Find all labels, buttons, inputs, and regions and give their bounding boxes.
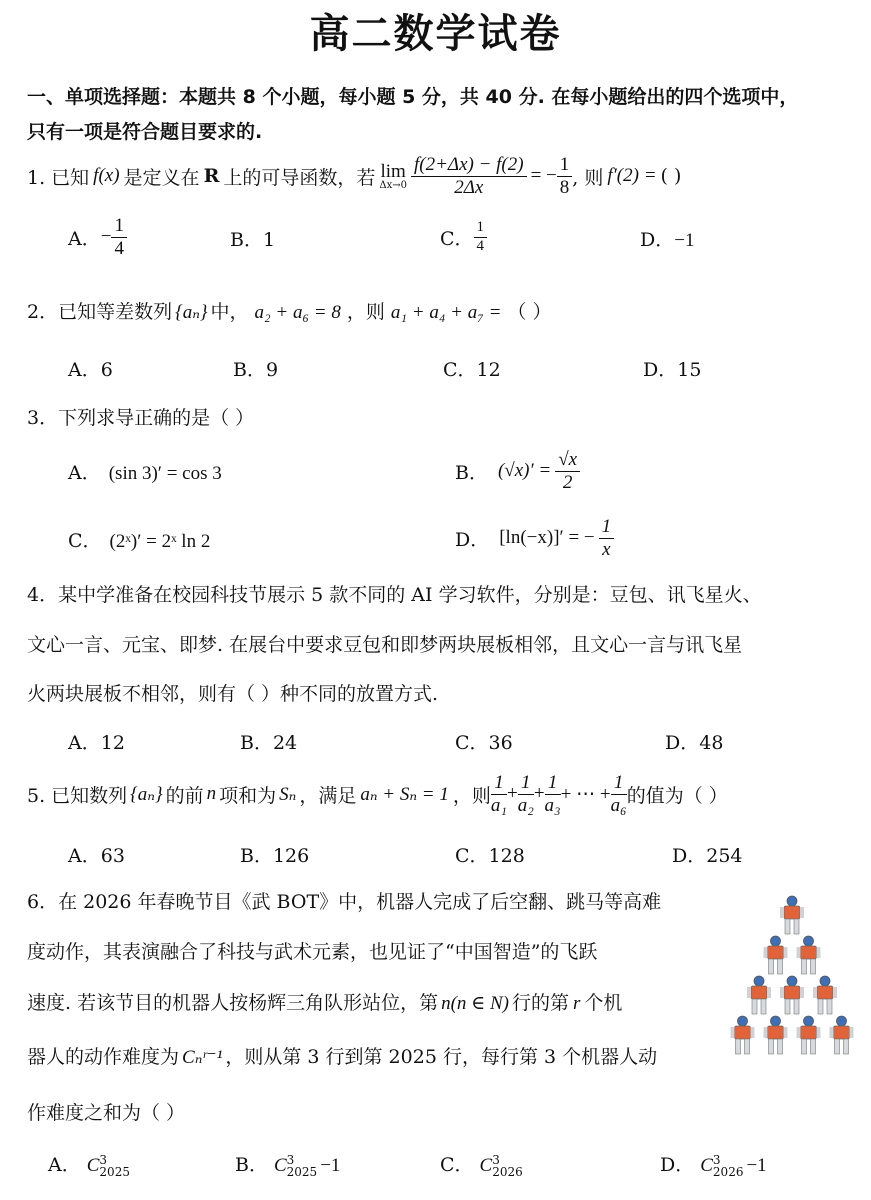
q2-option-d[interactable]: D．15: [643, 359, 702, 381]
robot-figure: [780, 896, 804, 934]
robot-figure: [764, 936, 788, 974]
q3-option-a[interactable]: A． (sin 3)′ = cos 3: [68, 462, 222, 484]
question-3-stem: 3．下列求导正确的是（ ）: [27, 407, 255, 429]
robot-figure: [813, 976, 837, 1014]
page-title: 高二数学试卷: [309, 11, 562, 57]
q2-option-c[interactable]: C．12: [443, 359, 501, 381]
question-5-stem: 5. 已知数列 {aₙ} 的前 n 项和为 Sₙ ，满足 aₙ + Sₙ = 1 ，则 $\frac{1}{\text{a₁}}$ + $\frac{1}{\text{a₂}}$ + $\frac{1}{\text{a₃}}$ + ⋯ + $\frac{1}{\text{a₆}}$ 的值为（ ）: [27, 771, 728, 816]
q6-option-a[interactable]: A． C 3 2025: [48, 1153, 130, 1179]
q6-option-b[interactable]: B． C 3 2025 −1: [235, 1153, 341, 1179]
question-4-line2: 文心一言、元宝、即梦. 在展台中要求豆包和即梦两块展板相邻，且文心一言与讯飞星: [27, 634, 743, 656]
q6-option-c[interactable]: C． C 3 2026: [440, 1153, 523, 1179]
robot-figure: [747, 976, 771, 1014]
section-header-line1: 一、单项选择题：本题共 8 个小题，每小题 5 分，共 40 分. 在每小题给出的四个选项中，: [27, 86, 799, 108]
q1-option-b[interactable]: B．1: [230, 229, 276, 251]
q1-option-a[interactable]: A． − $\frac{1}{4}$: [68, 212, 127, 262]
robot-figure: [780, 976, 804, 1014]
rhs-fraction: $\frac{1}{8}$: [557, 154, 573, 199]
q3-option-c[interactable]: C． (2ˣ)′ = 2ˣ ln 2: [68, 530, 211, 552]
q5-option-b[interactable]: B．126: [240, 845, 310, 867]
limit-operator: lim Δx→0: [379, 160, 407, 191]
robot-figure: [731, 1016, 755, 1054]
question-6-line4: 器人的动作难度为 Cₙʳ⁻¹ ，则从第 3 行到第 2025 行，每行第 3 个机器人动: [27, 1046, 658, 1068]
q1-option-c[interactable]: C． $\frac{1}{4}$: [440, 212, 487, 262]
robot-figure: [797, 936, 821, 974]
q1-option-d[interactable]: D．−1: [640, 229, 695, 251]
q6-option-d[interactable]: D． C 3 2026 −1: [660, 1153, 767, 1179]
q3-option-b[interactable]: B． (√x)′ = $\frac{√x}{2}$: [455, 445, 580, 497]
question-1-stem: 1. 已知 f(x) 是定义在 R 上的可导函数，若 lim Δx→0 $\frac{f(2+\Delta x) - f(2)}{2\Delta x}$ = − $\frac{1}{8}$ , 则 f′(2) = ( ): [27, 153, 682, 198]
question-4-line1: 4．某中学准备在校园科技节展示 5 款不同的 AI 学习软件，分别是：豆包、讯飞星火、: [27, 584, 762, 606]
q2-option-a[interactable]: A．6: [68, 359, 113, 381]
robot-figure: [764, 1016, 788, 1054]
robot-figure: [797, 1016, 821, 1054]
question-6-line5: 作难度之和为（ ）: [27, 1102, 186, 1124]
section-header-line2: 只有一项是符合题目要求的.: [27, 121, 263, 143]
q4-option-b[interactable]: B．24: [240, 732, 298, 754]
q2-option-b[interactable]: B．9: [233, 359, 279, 381]
robot-pyramid-illustration: [722, 888, 862, 1063]
q4-option-a[interactable]: A．12: [68, 732, 125, 754]
q4-option-d[interactable]: D．48: [665, 732, 724, 754]
q5-option-c[interactable]: C．128: [455, 845, 525, 867]
q5-option-a[interactable]: A．63: [68, 845, 125, 867]
question-6-line1: 6．在 2026 年春晚节目《武 BOT》中，机器人完成了后空翻、跳马等高难: [27, 891, 662, 913]
question-2-stem: 2．已知等差数列 {aₙ} 中， a₂ + a₆ = 8 ，则 a₁ + a₄ + a₇ = （ ）: [27, 301, 552, 323]
question-6-line2: 度动作，其表演融合了科技与武术元素，也见证了“中国智造”的飞跃: [27, 941, 598, 963]
robot-figure: [830, 1016, 854, 1054]
question-4-line3: 火两块展板不相邻，则有（ ）种不同的放置方式.: [27, 683, 439, 705]
question-6-line3: 速度. 若该节目的机器人按杨辉三角队形站位，第 n(n ∈ N) 行的第 r 个机: [27, 992, 623, 1014]
limit-fraction: $\frac{f(2+\Delta x) - f(2)}{2\Delta x}$: [411, 154, 527, 199]
q5-option-d[interactable]: D．254: [672, 845, 743, 867]
q3-option-d[interactable]: D． [ln(−x)]′ = − $\frac{1}{x}$: [455, 512, 614, 564]
q4-option-c[interactable]: C．36: [455, 732, 513, 754]
